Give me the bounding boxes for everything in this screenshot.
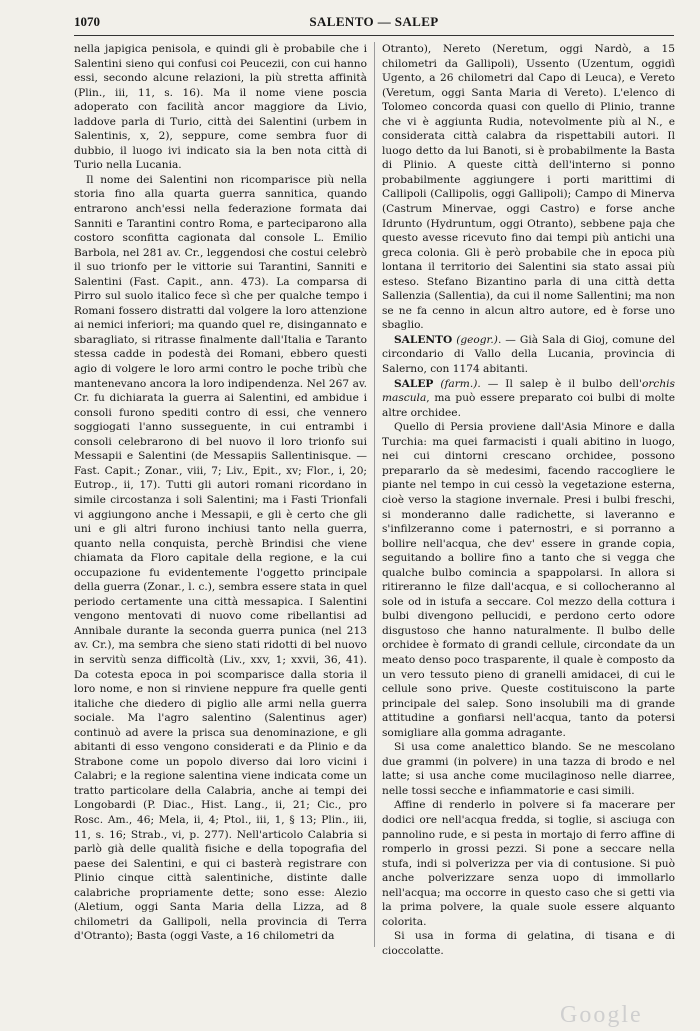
- entry-tag-salento: (geogr.): [456, 333, 498, 346]
- entry-salento: [382, 333, 675, 377]
- right-column: [382, 42, 675, 958]
- google-watermark: Google: [560, 1002, 643, 1028]
- column-divider: [374, 42, 375, 947]
- right-paragraph-3: Si usa come analettico blando. Se ne mescolano due grammi (in polvere) in una tazza di brodo e nel latte; si usa anche come mucilaginoso nelle diarree, nelle tossi secche e infiammatorie e casi simili.: [382, 741, 675, 797]
- right-paragraph-1: Otranto), Nereto (Neretum, oggi Nardò, a 15 chilometri da Gallipoli), Ussento (Uzentum, oggidì Ugento, a 26 chilometri dal Capo di Leuca), e Vereto (Veretum, oggi Santa Maria di Vereto). L'elenco di Tolomeo concorda quasi con quello di Plinio, tranne che vi è aggiunta Rudia, notevolmente più al N., e considerata città calabra da rispettabili autori. Il luogo detto da lui Banoti, si è probabilmente la Basta di Plinio. A queste città dell'interno si ponno probabilmente aggiungere i porti marittimi di Callipoli (Callipolis, oggi Gallipoli); Campo di Minerva (Castrum Minervae, oggi Castro) e forse anche Idrunto (Hydruntum, oggi Otranto), sebbene paja che questo avesse ricevuto fino dai tempi più antichi una greca colonia. Gli è però probabile che in epoca più lontana il territorio dei Salentini sia stato assai più esteso. Stefano Bizantino parla di una città detta Sallenzia (Sallentia), da cui il nome Sallentini; ma non se ne fa cenno in alcun altro autore, ed è forse uno sbaglio.: [382, 43, 675, 332]
- entry-text-salep-b: , ma può essere preparato coi bulbi di molte altre orchidee.: [382, 392, 675, 419]
- entry-term-salento: SALENTO: [394, 333, 453, 346]
- entry-salep: [382, 377, 675, 421]
- entry-species-salep: orchis mascula: [382, 377, 675, 405]
- entry-tag-salep: (farm.): [440, 377, 478, 390]
- page-number: 1070: [74, 14, 100, 29]
- left-column: [74, 42, 367, 944]
- running-head: SALENTO — SALEP: [309, 14, 439, 29]
- entry-text-salep-a: . — Il salep è il bulbo dell': [477, 377, 642, 390]
- right-paragraph-5: Si usa in forma di gelatina, di tisana e di cioccolatte.: [382, 930, 675, 957]
- left-paragraph-1: nella japigica penisola, e quindi gli è probabile che i Salentini sieno qui confusi coi Peucezii, con cui hanno essi, secondo alcune relazioni, la più stretta affinità (Plin., iii, 11, s. 16). Ma il nome viene poscia adoperato con facilità ancor maggiore da Livio, laddove parla di Turio, città dei Salentini (urbem in Salentinis, x, 2), seppure, come sembra fuor di dubbio, il luogo ivi indicato sia la ben nota città di Turio nella Lucania.: [74, 43, 367, 172]
- entry-text-salento: . — Già Sala di Gioj, comune del circondario di Vallo della Lucania, provincia di Salerno, con 1174 abitanti.: [382, 333, 675, 376]
- right-paragraph-2: Quello di Persia proviene dall'Asia Minore e dalla Turchia: ma quei farmacisti i quali abitino in luogo, nei cui dintorni crescano orchidee, possono prepararlo da sè medesimi, facendo raccogliere le piante nel tempo in cui cessò la vegetazione esterna, cioè verso la stagione invernale. Presi i bulbi freschi, si monderanno dalle radichette, si laveranno e s'infilzeranno come i paternostri, e si porranno a bollire nell'acqua, che dev' essere in grande copia, seguitando a bollire fino a tanto che si vegga che qualche bulbo comincia a spappolarsi. In allora si ritireranno le filze dall'acqua, e si collocheranno al sole od in istufa a seccare. Col mezzo della cottura i bulbi divengono pellucidi, e perdono certo odore disgustoso che hanno naturalmente. Il bulbo delle orchidee è formato di grandi cellule, circondate da un meato denso poco trasparente, il quale è composto da un vero tessuto pieno di granelli amidacei, di cui le cellule sono prive. Queste costituiscono la parte principale del salep. Sono insolubili ma di grande attitudine a gonfiarsi nell'acqua, tanto da potersi somigliare alla gomma adragante.: [382, 421, 675, 739]
- header-rule: [74, 35, 674, 36]
- left-paragraph-2: Il nome dei Salentini non ricomparisce più nella storia fino alla quarta guerra sannitica, quando entrarono anch'essi nella federazione formata dai Sanniti e Tarantini contro Roma, e parteciparono alla costoro sconfitta cagionata dal console L. Emilio Barbola, nel 281 av. Cr., leggendosi che costui celebrò il suo trionfo per le vittorie sui Tarantini, Sanniti e Salentini (Fast. Capit., ann. 473). La comparsa di Pirro sul suolo italico fece sì che per qualche tempo i Romani fossero distratti dal volgere la loro attenzione ai nemici inferiori; ma quando quel re, disingannato e sbaragliato, si ritrasse finalmente dall'Italia e Taranto stessa cadde in podestà dei Romani, ebbero questi agio di volgere le loro armi contro le poche tribù che mantenevano ancora la loro indipendenza. Nel 267 av. Cr. fu dichiarata la guerra ai Salentini, ed ambidue i consoli furono spediti contro di essi, che vennero soggiogati l'anno susseguente, in cui entrambi i consoli celebrarono di bel nuovo il loro trionfo sui Messapii e Salentini (de Messapiis Sallentinisque. — Fast. Capit.; Zonar., viii, 7; Liv., Epit., xv; Flor., i, 20; Eutrop., ii, 17). Tutti gli autori romani ricordano in simile circostanza i soli Salentini; ma i Fasti Trionfali vi aggiungono anche i Messapii, e gli è certo che gli uni e gli altri furono inchiusi tanto nella guerra, quanto nella conquista, perchè Brindisi che viene chiamata da Floro capitale della regione, e la cui occupazione fu evidentemente l'oggetto principale della guerra (Zonar., l. c.), sembra essere stata in quel periodo certamente una città messapica. I Salentini vengono mentovati di nuovo come ribellantisi ad Annibale durante la seconda guerra punica (nel 213 av. Cr.), ma sembra che sieno stati ridotti di bel nuovo in servitù senza difficoltà (Liv., xxv, 1; xxvii, 36, 41). Da cotesta epoca in poi scomparisce dalla storia il loro nome, e non si rinviene neppure fra quelle genti italiche che diedero di piglio alle armi nella guerra sociale. Ma l'agro salentino (Salentinus ager) continuò ad avere la prisca sua denominazione, e gli abitanti di esso vengono considerati e da Plinio e da Strabone come un popolo diverso dai loro vicini i Calabri; e la regione salentina viene indicata come un tratto particolare della Calabria, anche ai tempi dei Longobardi (P. Diac., Hist. Lang., ii, 21; Cic., pro Rosc. Am., 46; Mela, ii, 4; Ptol., iii, 1, § 13; Plin., iii, 11, s. 16; Strab., vi, p. 277). Nell'articolo Calabria si parlò già delle qualità fisiche e della topografia del paese dei Salentini, e qui ci basterà registrare con Plinio cinque città salentiniche, distinte dalle calabriche propriamente dette; sono esse: Alezio (Aletium, oggi Santa Maria della Lizza, ad 8 chilometri da Gallipoli, nella provincia di Terra d'Otranto); Basta (oggi Vaste, a 16 chilometri da: [74, 173, 367, 943]
- right-paragraph-4: Affine di renderlo in polvere si fa macerare per dodici ore nell'acqua fredda, si toglie, si asciuga con pannolino rude, e si pesta in mortajo di ferro affine di romperlo in grossi pezzi. Si pone a seccare nella stufa, indi si polverizza per via di contusione. Si può anche polverizzare senza uopo di immollarlo nell'acqua; ma occorre in questo caso che si getti via la prima polvere, la quale suole essere alquanto colorita.: [382, 799, 675, 928]
- page-header: [74, 14, 674, 32]
- entry-term-salep: SALEP: [394, 377, 434, 390]
